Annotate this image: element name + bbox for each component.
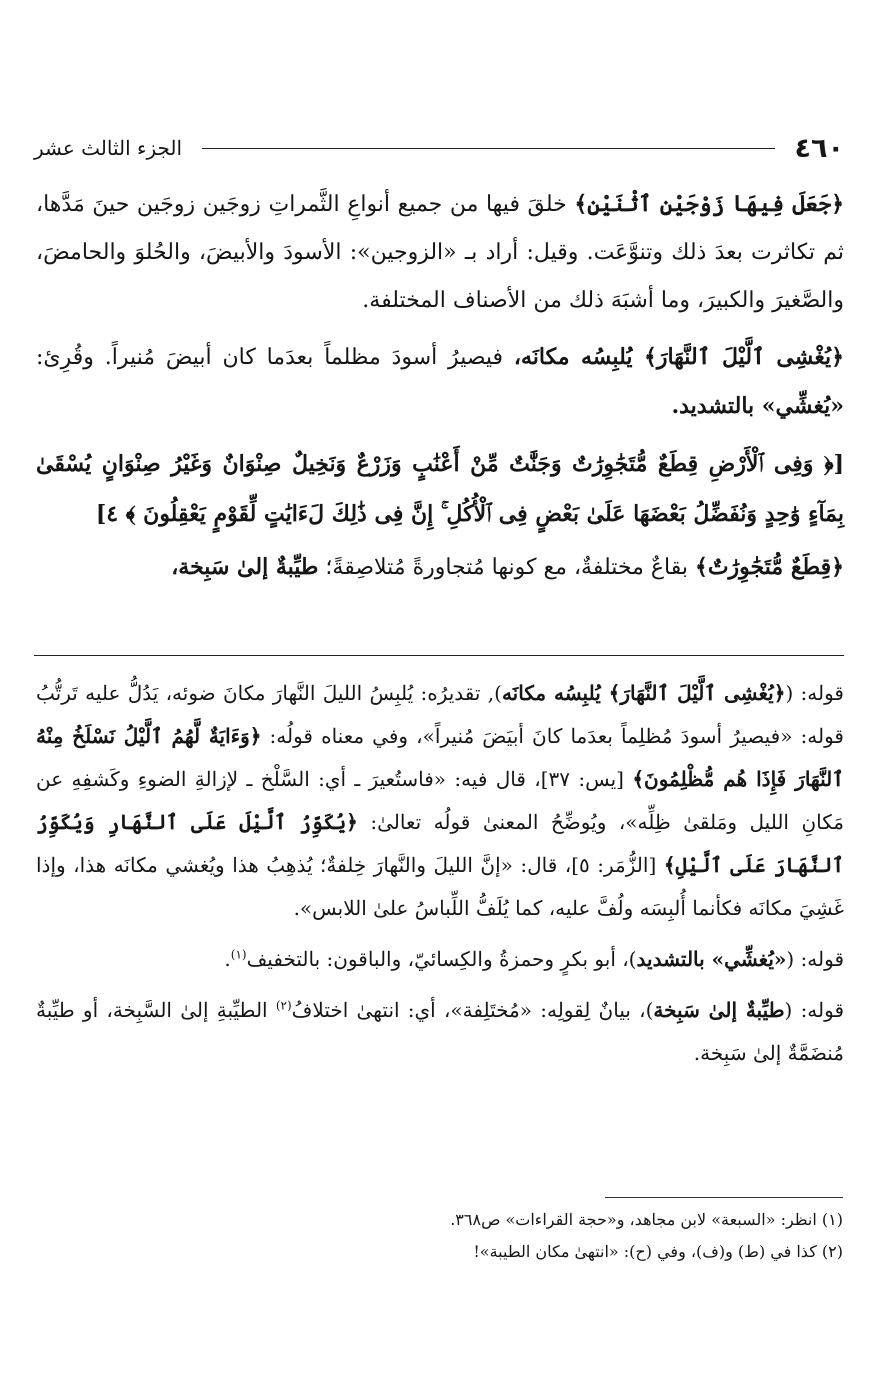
section-divider	[34, 655, 844, 656]
main-paragraph-2	[36, 333, 844, 431]
quran-verse: ﴿يُغْشِى ٱلَّيْلَ ٱلنَّهَارَ﴾	[608, 681, 786, 705]
commentary-text: [يس: ٣٧]، قال فيه: «فاستُعيرَ ـ أي: السَّلْخ ـ لإزالةِ الضوءِ وكَشفِهِ عن مَكانِ الليل ومَلقىٰ ظِلِّه»، ويُوضِّحُ المعنىٰ قولُه تعالىٰ:	[36, 767, 844, 834]
quoted-text: يُلبِسُه مكانَه	[501, 681, 609, 705]
commentary-text: )، بيانٌ لِقولِه: «مُختَلِفة»، أي: انتهىٰ اختلافُ	[291, 998, 654, 1022]
main-text	[36, 180, 844, 592]
commentary-text: )، أبو بكرٍ وحمزةُ والكِسائيّ، والباقون: بالتخفيف	[246, 947, 637, 971]
commentary-label: قوله: (	[786, 947, 844, 971]
commentary-text: .	[224, 947, 231, 971]
page-header	[34, 128, 844, 168]
footnote-divider	[605, 1197, 843, 1198]
volume-title: الجزء الثالث عشر	[34, 136, 183, 160]
quran-verse-block: [﴿ وَفِى ٱلْأَرْضِ قِطَعٌ مُّتَجَٰوِرَٰتٌ وَجَنَّٰتٌ مِّنْ أَعْنَٰبٍ وَزَرْعٌ وَنَخِيلٌ صِنْوَانٌ وَغَيْرُ صِنْوَانٍ يُسْقَىٰ بِمَآءٍ وَٰحِدٍ وَنُفَضِّلُ بَعْضَهَا عَلَىٰ بَعْضٍ فِى ٱلْأُكُلِ ۚ إِنَّ فِى ذَٰلِكَ لَءَايَٰتٍ لِّقَوْمٍ يَعْقِلُونَ ﴾ ٤]	[36, 451, 844, 527]
paragraph-text: بقاعٌ مختلفةٌ، مع كونها مُتجاورةً مُتلاصِقةً؛	[318, 555, 695, 580]
qiraa-text: «يُغشِّي» بالتشديد.	[671, 393, 844, 419]
commentary-label: قوله: (	[785, 681, 844, 705]
commentary-paragraph-1	[36, 672, 844, 930]
main-paragraph-4	[36, 543, 844, 592]
commentary-label: قوله: (	[784, 998, 845, 1022]
footnote-2: (٢) كذا في (ط) و(ف)، وفي (ح): «انتهىٰ مكان الطيبة»!	[473, 1242, 843, 1261]
quran-verse: ﴿يُكَوِّرُ ٱلَّيْلَ عَلَى ٱلنَّهَارِ وَيُكَوِّرُ ٱلنَّهَارَ عَلَى ٱلَّيْلِ﴾	[36, 810, 844, 877]
footnote-1: (١) انظر: «السبعة» لابن مجاهد، و«حجة القراءات» ص٣٦٨.	[450, 1210, 843, 1229]
commentary-paragraph-3	[36, 989, 844, 1075]
header-rule	[202, 148, 775, 149]
main-paragraph-1	[36, 180, 844, 325]
quran-verse: ﴿قِطَعٌ مُّتَجَٰوِرَٰتٌ﴾	[694, 554, 844, 580]
commentary-text: ), تقديرُه: يُلبِسُ الليلَ النَّهارَ مكانَ ضوئه، يَدُلُّ عليه تَرتُّبُ قوله: «فيصيرُ أسودَ مُظلِماً بعدَما كانَ أبيَضَ مُنيراً»، وفي معناه قولُه:	[36, 681, 844, 748]
paragraph-text: فيصيرُ أسودَ مظلماً بعدَما كان أبيضَ مُنيراً. وقُرِئ:	[36, 345, 514, 370]
page-number: ٤٦٠	[794, 132, 844, 164]
footnote-ref[interactable]: (١)	[230, 947, 247, 962]
quran-verse: ﴿جَعَلَ فِيهَا زَوْجَيْنِ ٱثْنَيْنِ﴾	[574, 191, 844, 217]
paragraph-bold-text: طيِّبةٌ إلىٰ سَبِخة،	[171, 554, 319, 580]
quran-verse: ﴿وَءَايَةٌ لَّهُمُ ٱلَّيْلُ نَسْلَخُ مِنْهُ ٱلنَّهَارَ فَإِذَا هُم مُّظْلِمُونَ﴾	[36, 724, 844, 791]
quoted-text: طيِّبةٌ إلىٰ سَبِخة	[653, 998, 785, 1022]
commentary-text: [الزُّمَر: ٥]، قال: «إنَّ الليلَ والنَّهارَ خِلفةٌ؛ يُذهِبُ هذا ويُغشي مكانَه هذا، وإذا غَشِيَ مكانَه فكأنما أُلبِسَه ولُفَّ عليه، كما يُلَفُّ اللِّباسُ علىٰ اللابس».	[36, 853, 844, 920]
quoted-text: «يُغشِّي» بالتشديد	[636, 947, 787, 971]
footnote-ref[interactable]: (٢)	[275, 998, 292, 1013]
paragraph-bold-text: يُلبِسُه مكانَه،	[513, 344, 644, 370]
commentary-text: الطيِّبةِ إلىٰ السَّبِخة، أو طيِّبةٌ مُنضَمَّةٌ إلىٰ سَبِخة.	[36, 998, 844, 1065]
commentary	[36, 672, 844, 1075]
paragraph-text: خلقَ فيها من جميع أنواعِ الثَّمراتِ زوجَين زوجَين حينَ مَدَّها، ثم تكاثرت بعدَ ذلك وتنوَّعَت. وقيل: أراد بـ «الزوجين»: الأسودَ والأبيضَ، والحُلوَ والحامضَ، والصَّغيرَ والكبيرَ، وما أشبَهَ ذلك من الأصناف المختلفة.	[36, 192, 844, 313]
quran-verse: ﴿يُغْشِى ٱلَّيْلَ ٱلنَّهَارَ﴾	[643, 344, 844, 370]
commentary-paragraph-2	[36, 938, 844, 981]
